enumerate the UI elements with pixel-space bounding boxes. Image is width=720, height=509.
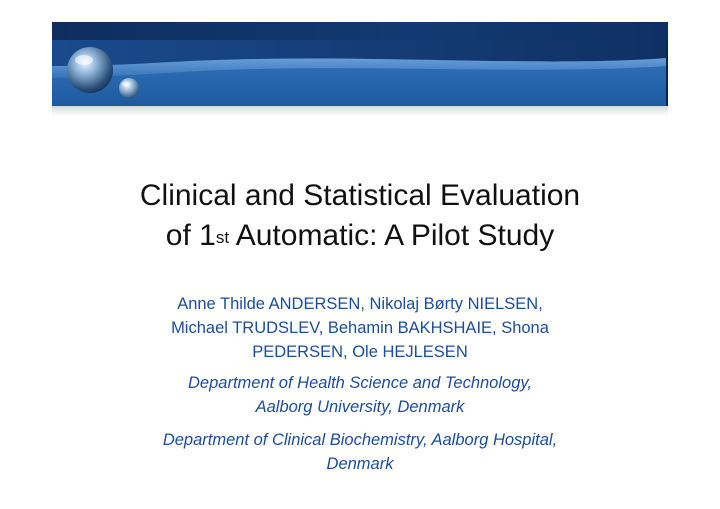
author-list	[90, 292, 630, 364]
title-line-2-prefix: of 1	[165, 219, 216, 252]
banner-shadow	[52, 106, 668, 116]
slide-title	[60, 176, 660, 256]
affiliation-2-line-2: Denmark	[326, 455, 394, 473]
title-line-2	[60, 216, 660, 256]
affiliation-1	[60, 371, 660, 419]
sphere-logo-icon	[62, 40, 152, 102]
authors-line-3: PEDERSEN, Ole HEJLESEN	[252, 343, 468, 361]
authors-line-2: Michael TRUDSLEV, Behamin BAKHSHAIE, Shona	[171, 319, 549, 337]
title-line-2-suffix: Automatic: A Pilot Study	[229, 219, 555, 252]
affiliation-1-line-1: Department of Health Science and Technology,	[188, 374, 532, 392]
affiliation-2	[60, 428, 660, 476]
title-superscript: st	[215, 228, 230, 247]
authors-line-1: Anne Thilde ANDERSEN, Nikolaj Børty NIELSEN,	[177, 295, 543, 313]
title-line-1: Clinical and Statistical Evaluation	[139, 179, 581, 212]
affiliation-2-line-1: Department of Clinical Biochemistry, Aalborg Hospital,	[162, 431, 558, 449]
affiliation-1-line-2: Aalborg University, Denmark	[255, 398, 465, 416]
